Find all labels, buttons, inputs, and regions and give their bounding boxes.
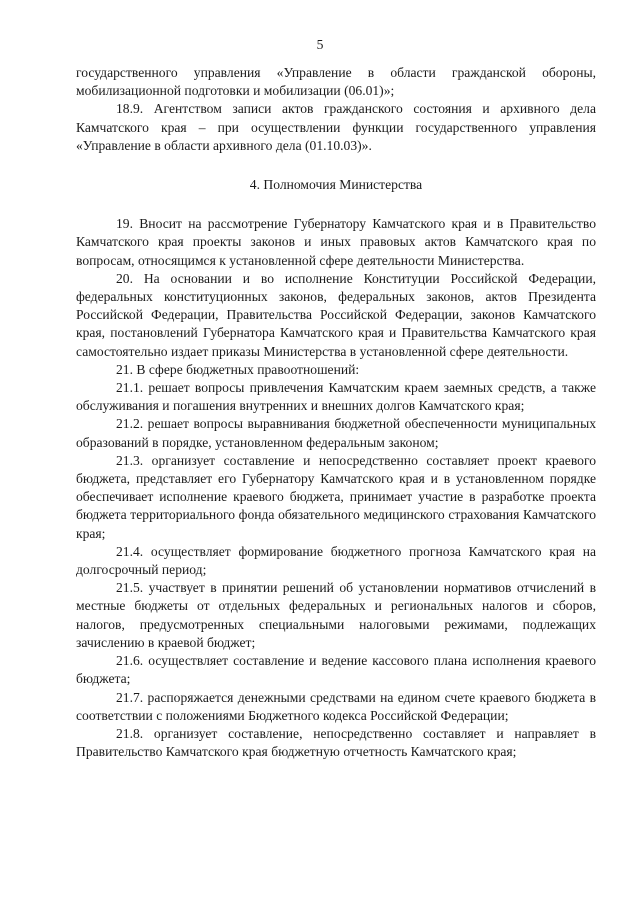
paragraph-21: 21. В сфере бюджетных правоотношений: [116,361,360,377]
page-number: 5 [316,37,324,52]
paragraph-continuation: государственного управления «Управление в области гражданской обороны, мобилизационной подготовки и мобилизации (06.01)»; [76,65,596,99]
paragraph-21-3: 21.3. организует составление и непосредственно составляет проект краевого бюджета, представляет его Губернатору Камчатского края и в установленном порядке обеспечивает исполнение краевого бюджета, принимает участие в разработке проекта бюджета территориального фонда обязательного медицинского страхования Камчатского края; [76,452,596,541]
paragraph-21-7: 21.7. распоряжается денежными средствами на едином счете краевого бюджета в соответствии с положениями Бюджетного кодекса Российской Федерации; [76,689,596,723]
paragraph-20: 20. На основании и во исполнение Конституции Российской Федерации, федеральных конституционных законов, федеральных законов, актов Президента Российской Федерации, Правительства Российской Федерации, законов Камчатского края, постановлений Губернатора Камчатского края и Правительства Камчатского края самостоятельно издает приказы Министерства в установленной сфере деятельности. [76,270,596,359]
paragraph-21-6: 21.6. осуществляет составление и ведение кассового плана исполнения краевого бюджета; [76,653,596,687]
paragraph-19: 19. Вносит на рассмотрение Губернатору Камчатского края и в Правительство Камчатского края проекты законов и иных правовых актов Камчатского края по вопросам, относящимся к установленной сфере деятельности Министерства. [76,216,596,268]
paragraph-21-5: 21.5. участвует в принятии решений об установлении нормативов отчислений в местные бюджеты от отдельных федеральных и региональных налогов и сборов, налогов, предусмотренных специальными налоговыми режимами, подлежащих зачислению в краевой бюджет; [76,580,596,650]
paragraph-21-1: 21.1. решает вопросы привлечения Камчатским краем заемных средств, а также обслуживания и погашения внутренних и внешних долгов Камчатского края; [76,380,596,414]
paragraph-21-2: 21.2. решает вопросы выравнивания бюджетной обеспеченности муниципальных образований в порядке, установленном федеральным законом; [76,416,596,450]
document-body [76,64,596,761]
paragraph-18-9: 18.9. Агентством записи актов гражданского состояния и архивного дела Камчатского края – при осуществлении функции государственного управления «Управление в области архивного дела (01.10.03)». [76,101,596,153]
section-heading: 4. Полномочия Министерства [249,177,423,193]
paragraph-21-8: 21.8. организует составление, непосредственно составляет и направляет в Правительство Камчатского края бюджетную отчетность Камчатского края; [76,725,596,760]
paragraph-21-4: 21.4. осуществляет формирование бюджетного прогноза Камчатского края на долгосрочный период; [76,543,596,578]
